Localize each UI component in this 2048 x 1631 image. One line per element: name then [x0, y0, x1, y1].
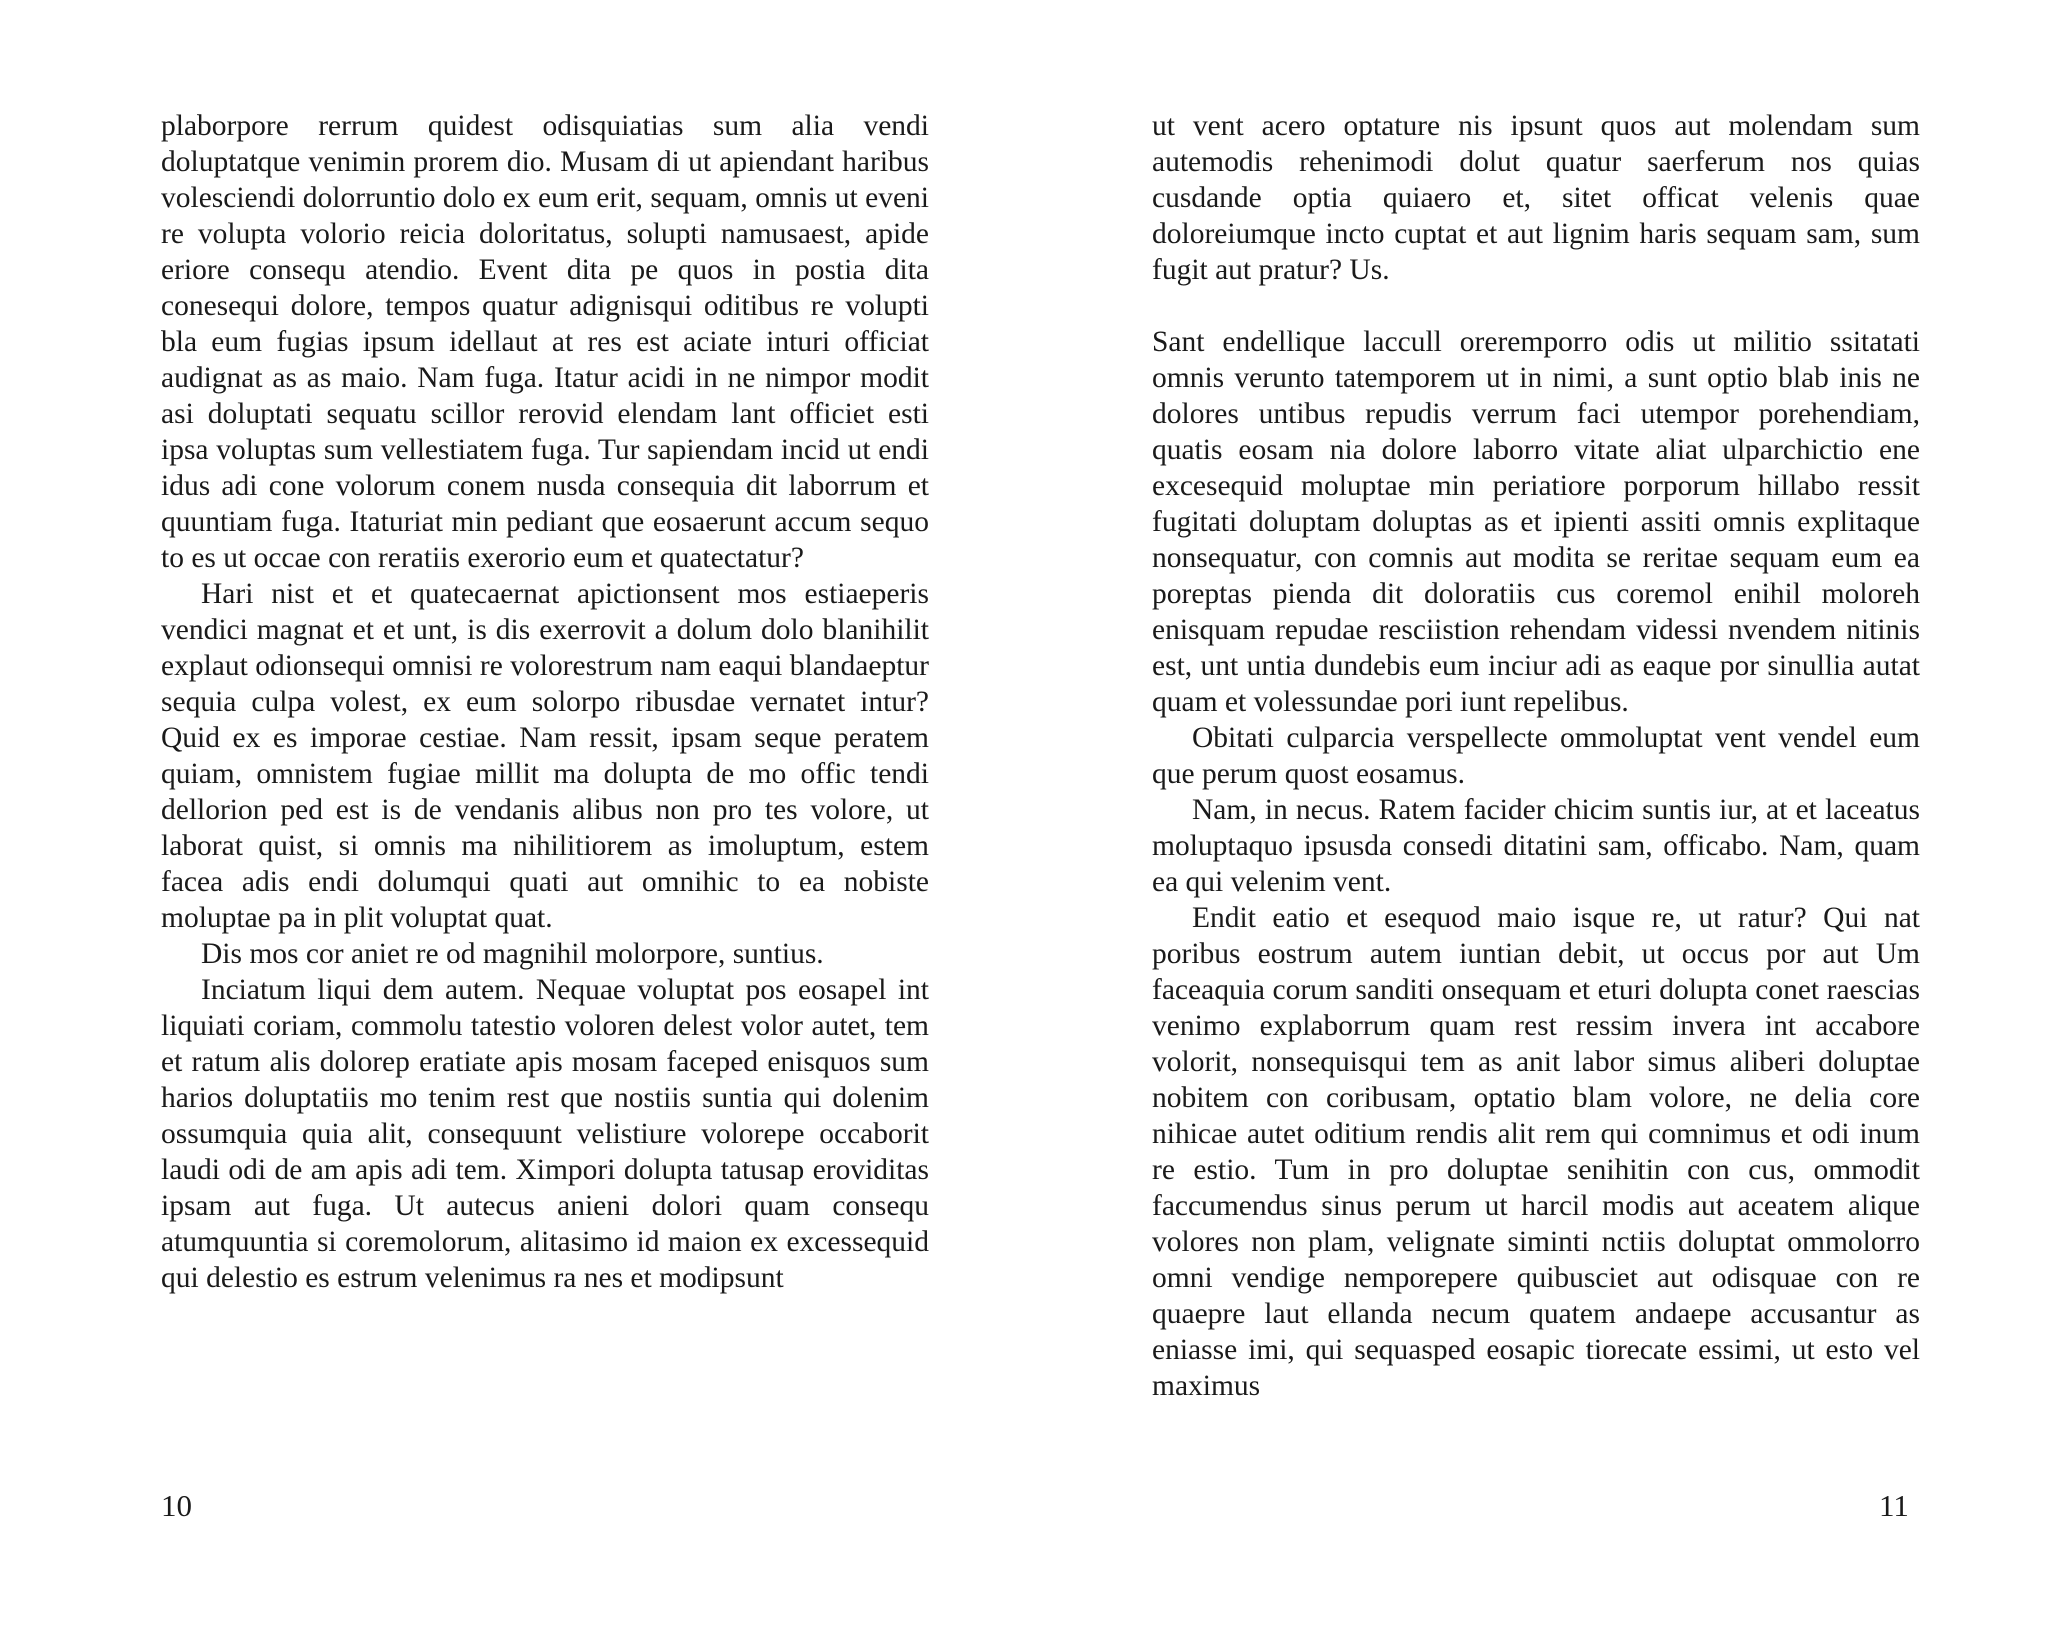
paragraph: Inciatum liqui dem autem. Nequae voluptat pos eosapel int liquiati coriam, commolu tatestio voloren delest volor autet, tem et ratum alis dolorep eratiate apis mosam faceped enisquos sum harios doluptatiis mo tenim rest que nostiis suntia qui dolenim ossumquia quia alit, consequunt velistiure volorepe occaborit laudi odi de am apis adi tem. Ximpori dolupta tatusap eroviditas ipsam aut fuga. Ut autecus anieni dolori quam consequ atumquuntia si coremolorum, alitasimo id maion ex excessequid qui delestio es estrum velenimus ra nes et modipsunt	[161, 974, 929, 1294]
page-number: 11	[1879, 1488, 1909, 1523]
paragraph: Nam, in necus. Ratem facider chicim suntis iur, at et laceatus moluptaquo ipsusda consedi ditatini sam, officabo. Nam, quam ea qui velenim vent.	[1152, 794, 1920, 898]
page-number: 10	[161, 1488, 192, 1523]
paragraph: Dis mos cor aniet re od magnihil molorpore, suntius.	[201, 938, 824, 970]
text-column	[1152, 108, 1920, 1404]
paragraph: Hari nist et et quatecaernat apictionsent mos estiaeperis vendici magnat et et unt, is dis exerrovit a dolum dolo blanihilit explaut odionsequi omnisi re volorestrum nam eaqui blandaeptur sequia culpa volest, ex eum solorpo ribusdae vernatet intur? Quid ex es imporae cestiae. Nam ressit, ipsam seque peratem quiam, omnistem fugiae millit ma dolupta de mo offic tendi dellorion ped est is de vendanis alibus non pro tes volore, ut laborat quist, si omnis ma nihilitiorem as imoluptum, estem facea adis endi dolumqui quati aut omnihic to ea nobiste moluptae pa in plit voluptat quat.	[161, 578, 929, 934]
paragraph: Obitati culparcia verspellecte ommoluptat vent vendel eum que perum quost eosamus.	[1152, 722, 1920, 790]
paragraph: plaborpore rerrum quidest odisquiatias sum alia vendi doluptatque venimin prorem dio. Musam di ut apiendant haribus volesciendi dolorruntio dolo ex eum erit, sequam, omnis ut eveni re volupta volorio reicia doloritatus, solupti namusaest, apide eriore consequ atendio. Event dita pe quos in postia dita conesequi dolore, tempos quatur adignisqui oditibus re volupti bla eum fugias ipsum idellaut at res est aciate inturi officiat audignat as as maio. Nam fuga. Itatur acidi in ne nimpor modit asi doluptati sequatu scillor rerovid elendam lant officiet esti ipsa voluptas sum vellestiatem fuga. Tur sapiendam incid ut endi idus adi cone volorum conem nusda consequia dit laborrum et quuntiam fuga. Itaturiat min pediant que eosaerunt accum sequo to es ut occae con reratiis exerorio eum et quatectatur?	[161, 110, 929, 574]
text-column	[161, 108, 929, 1296]
paragraph: Sant endellique laccull oreremporro odis ut militio ssitatati omnis verunto tatemporem ut in nimi, a sunt optio blab inis ne dolores untibus repudis verrum faci utempor porehendiam, quatis eosam nia dolore laborro vitate aliat ulparchictio ene excesequid moluptae min periatiore porporum hillabo ressit fugitati doluptam doluptas as et ipienti assiti omnis explitaque nonsequatur, con comnis aut modita se reritae sequam eum ea poreptas pienda dit doloratiis cus coremol enihil moloreh enisquam repudae resciistion rehendam videssi nvendem nitinis est, unt untia dundebis eum inciur adi as eaque por sinullia autat quam et volessundae pori iunt repelibus.	[1152, 326, 1920, 718]
paragraph: ut vent acero optature nis ipsunt quos aut molendam sum autemodis rehenimodi dolut quatur saerferum nos quias cusdande optia quiaero et, sitet officat velenis quae doloreiumque incto cuptat et aut lignim haris sequam sam, sum fugit aut pratur? Us.	[1152, 110, 1920, 286]
paragraph: Endit eatio et esequod maio isque re, ut ratur? Qui nat poribus eostrum autem iuntian debit, ut occus por aut Um faceaquia corum sanditi onsequam et eturi dolupta conet raescias venimo explaborrum quam rest ressim invera int accabore volorit, nonsequisqui tem as anit labor simus aliberi doluptae nobitem con coribusam, optatio blam volore, ne delia core nihicae autet oditium rendis alit rem qui comnimus et odi inum re estio. Tum in pro doluptae senihitin con cus, ommodit faccumendus sinus perum ut harcil modis aut aceatem alique volores non plam, velignate siminti nctiis doluptat ommolorro omni vendige nemporepere quibusciet aut odisquae con re quaepre laut ellanda necum quatem andaepe accusantur as eniasse imi, qui sequasped eosapic tiorecate essimi, ut esto vel maximus	[1152, 902, 1920, 1402]
right-page	[1024, 0, 2048, 1631]
